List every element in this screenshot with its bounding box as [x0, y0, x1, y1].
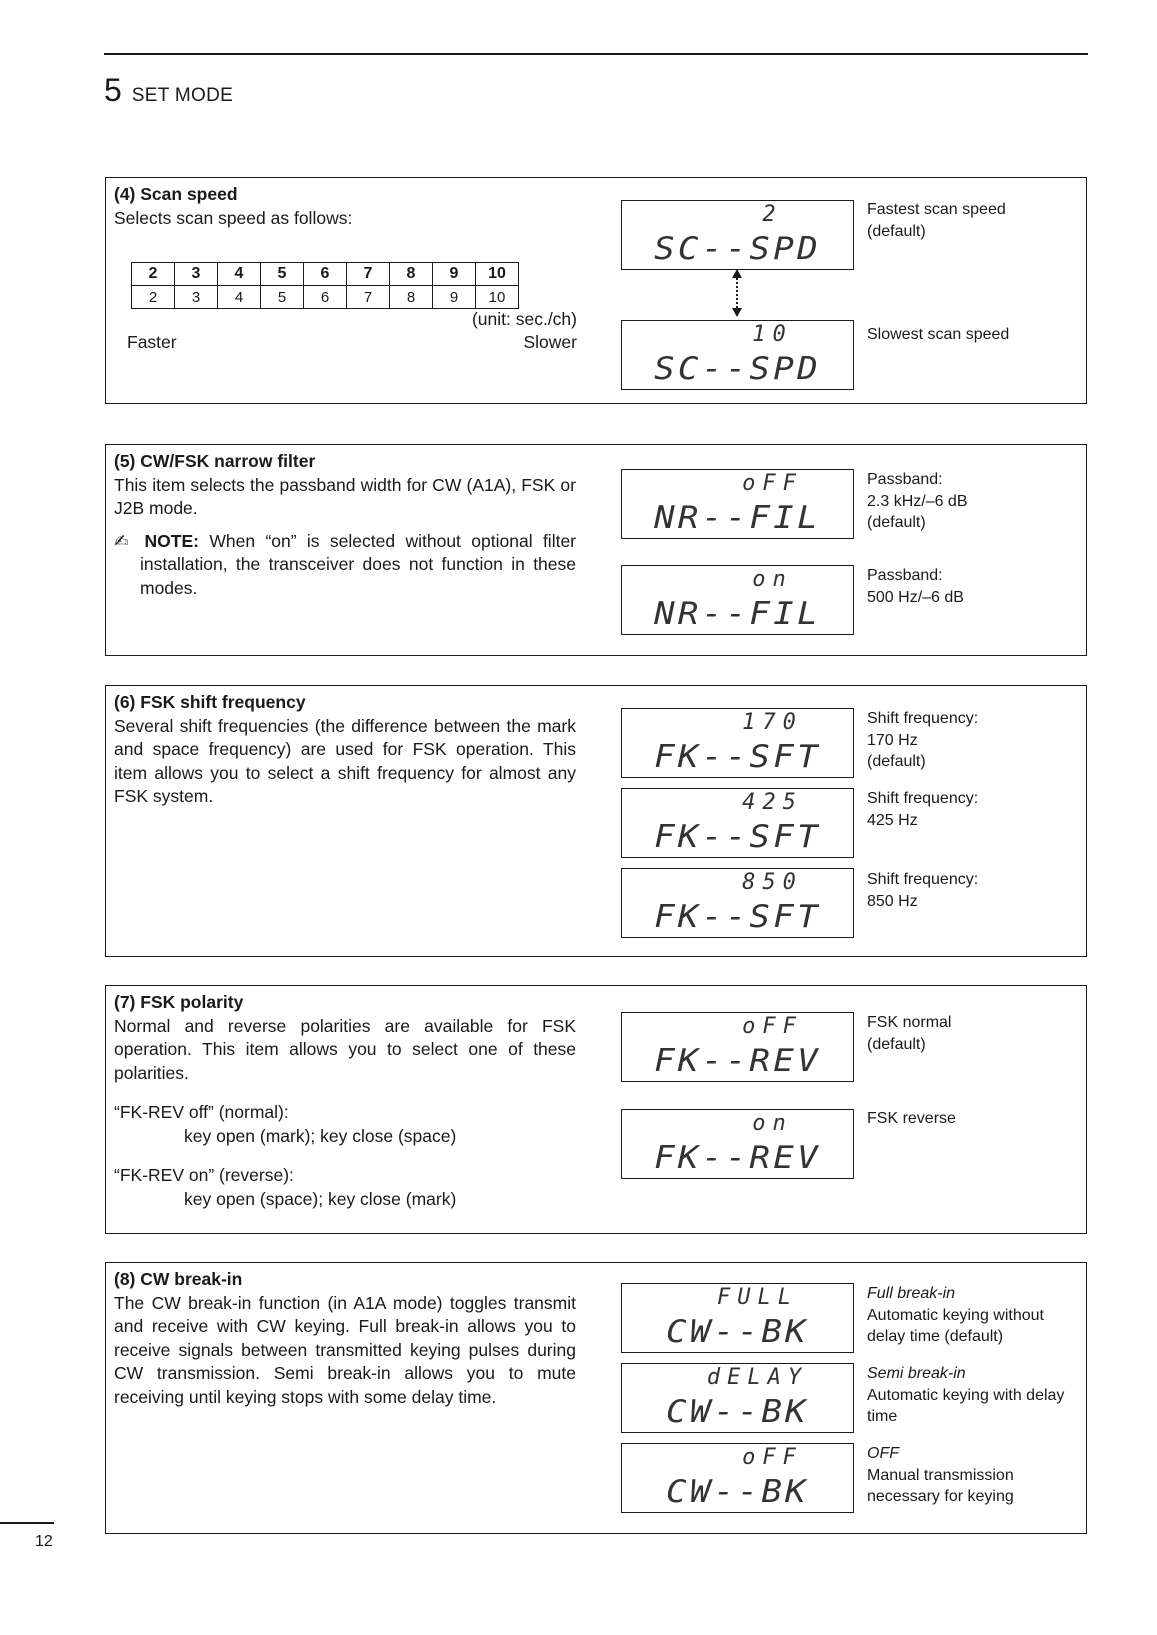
- lcd-item-name: FK--REV: [654, 1043, 821, 1079]
- desc-line: (default): [867, 753, 926, 770]
- table-cell: 10: [476, 286, 519, 309]
- table-cell: 3: [175, 286, 218, 309]
- desc-line: (default): [867, 1035, 926, 1053]
- section-fsk-polarity: [105, 985, 1087, 1234]
- table-header-cell: 8: [390, 263, 433, 286]
- table-header-cell: 7: [347, 263, 390, 286]
- lcd-display: [621, 1363, 854, 1433]
- table-header-row: [132, 263, 519, 286]
- table-header-cell: 3: [175, 263, 218, 286]
- lcd-value: 10: [752, 322, 793, 347]
- section-description: Several shift frequencies (the difference between the mark and space frequency) are used for FSK operation. This item allows you to select a shift frequency for almost any FSK system.: [114, 715, 576, 806]
- section-title: (5) CW/FSK narrow filter: [114, 451, 316, 471]
- lcd-value: 170: [742, 710, 803, 735]
- slower-label: Slower: [523, 332, 577, 352]
- display-description: [867, 469, 1087, 534]
- table-cell: 5: [261, 286, 304, 309]
- desc-line: 500 Hz/–6 dB: [867, 588, 964, 606]
- table-row: [132, 286, 519, 309]
- display-description: [867, 1283, 1087, 1348]
- narrow-filter-text-block: [114, 450, 576, 600]
- desc-line: Passband:: [867, 471, 943, 488]
- section-title: (6) FSK shift frequency: [114, 692, 306, 712]
- desc-line: FSK reverse: [867, 1110, 956, 1127]
- fsk-shift-text-block: [114, 691, 576, 809]
- section-title: (7) FSK polarity: [114, 992, 244, 1012]
- lcd-display: [621, 1283, 854, 1353]
- lcd-value: dELAY: [706, 1365, 809, 1390]
- lcd-value: FULL: [717, 1285, 798, 1310]
- lcd-value: 850: [742, 870, 803, 895]
- lcd-display: [621, 1012, 854, 1082]
- desc-line: Automatic keying with delay: [867, 1386, 1065, 1404]
- lcd-item-name: FK--SFT: [654, 899, 821, 935]
- desc-line: Passband:: [867, 567, 943, 584]
- lcd-value: 2: [762, 202, 783, 227]
- lcd-item-name: SC--SPD: [654, 231, 821, 267]
- display-description: [867, 199, 1087, 242]
- desc-line: 2.3 kHz/–6 dB: [867, 492, 968, 510]
- desc-line: necessary for keying: [867, 1488, 1014, 1505]
- lcd-item-name: CW--BK: [666, 1394, 809, 1430]
- lcd-item-name: SC--SPD: [654, 351, 821, 387]
- desc-line: Shift frequency:: [867, 710, 979, 727]
- breakin-mode-label: Full break-in: [867, 1285, 956, 1302]
- lcd-display: [621, 565, 854, 635]
- desc-line: Slowest scan speed: [867, 326, 1010, 343]
- desc-line: Automatic keying without: [867, 1306, 1044, 1324]
- chapter-title: SET MODE: [131, 85, 234, 106]
- lcd-item-name: FK--SFT: [654, 819, 821, 855]
- desc-line: Manual transmission: [867, 1466, 1014, 1484]
- table-header-cell: 5: [261, 263, 304, 286]
- normal-polarity-label: “FK-REV off” (normal):: [114, 1102, 289, 1122]
- lcd-display: [621, 868, 854, 938]
- display-description: [867, 1363, 1087, 1428]
- lcd-item-name: NR--FIL: [654, 500, 821, 536]
- normal-polarity-detail: key open (mark); key close (space): [184, 1125, 457, 1146]
- lcd-value: on: [752, 1111, 793, 1136]
- section-title: (4) Scan speed: [114, 184, 238, 204]
- cw-breakin-text-block: [114, 1268, 576, 1409]
- lcd-value: oFF: [742, 1445, 803, 1470]
- scan-speed-table: [131, 262, 519, 309]
- table-cell: 4: [218, 286, 261, 309]
- lcd-display: [621, 200, 854, 270]
- desc-line: (default): [867, 514, 926, 531]
- desc-line: (default): [867, 222, 926, 240]
- fsk-polarity-text-block: [114, 991, 576, 1211]
- section-fsk-shift: [105, 685, 1087, 957]
- lcd-display: [621, 1443, 854, 1513]
- page-number: 12: [35, 1533, 53, 1550]
- desc-line: Shift frequency:: [867, 790, 979, 807]
- section-description: The CW break-in function (in A1A mode) toggles transmit and receive with CW keying. Full break-in allows you to receive signals between transmitted keying pulses during CW transmission. Semi break-in allows you to mute receiving until keying stops with some delay time.: [114, 1292, 576, 1407]
- table-header-cell: 10: [476, 263, 519, 286]
- lcd-item-name: FK--REV: [654, 1140, 821, 1176]
- table-cell: 6: [304, 286, 347, 309]
- desc-line: time: [867, 1408, 898, 1425]
- display-description: [867, 1108, 1087, 1130]
- lcd-display: [621, 788, 854, 858]
- reverse-polarity-label: “FK-REV on” (reverse):: [114, 1165, 294, 1185]
- display-description: [867, 1012, 1087, 1055]
- section-narrow-filter: [105, 444, 1087, 656]
- table-header-cell: 2: [132, 263, 175, 286]
- top-rule: [104, 53, 1088, 55]
- table-header-cell: 9: [433, 263, 476, 286]
- lcd-display: [621, 320, 854, 390]
- reverse-polarity-detail: key open (space); key close (mark): [184, 1188, 457, 1209]
- scan-speed-text-block: [114, 183, 576, 230]
- lcd-item-name: FK--SFT: [654, 739, 821, 775]
- desc-line: delay time (default): [867, 1328, 1004, 1345]
- display-description: [867, 708, 1087, 773]
- lcd-display: [621, 1109, 854, 1179]
- breakin-mode-label: OFF: [867, 1445, 899, 1462]
- faster-label: Faster: [127, 332, 177, 352]
- desc-line: 425 Hz: [867, 811, 918, 829]
- desc-line: Fastest scan speed: [867, 201, 1006, 218]
- lcd-item-name: CW--BK: [666, 1474, 809, 1510]
- page-header: [104, 72, 233, 109]
- section-scan-speed: [105, 177, 1087, 404]
- section-description: Normal and reverse polarities are available for FSK operation. This item allows you to select one of these polarities.: [114, 1015, 576, 1083]
- desc-line: FSK normal: [867, 1014, 952, 1031]
- footer-rule: [0, 1522, 54, 1524]
- note: [114, 530, 576, 601]
- unit-label: (unit: sec./ch): [471, 309, 577, 329]
- note-text: When “on” is selected without optional filter installation, the transceiver does not function in these modes.: [140, 530, 576, 598]
- lcd-item-name: NR--FIL: [654, 596, 821, 632]
- note-label: NOTE:: [144, 530, 199, 551]
- display-description: [867, 788, 1087, 831]
- lcd-value: on: [752, 567, 793, 592]
- desc-line: 850 Hz: [867, 892, 918, 910]
- table-cell: 2: [132, 286, 175, 309]
- breakin-mode-label: Semi break-in: [867, 1365, 966, 1382]
- section-title: (8) CW break-in: [114, 1269, 243, 1289]
- desc-line: 170 Hz: [867, 731, 918, 749]
- table-cell: 7: [347, 286, 390, 309]
- section-description: Selects scan speed as follows:: [114, 207, 353, 228]
- table-cell: 9: [433, 286, 476, 309]
- table-header-cell: 4: [218, 263, 261, 286]
- section-cw-breakin: [105, 1262, 1087, 1534]
- lcd-display: [621, 708, 854, 778]
- display-description: [867, 565, 1087, 608]
- note-pencil-icon: ✍: [114, 530, 135, 551]
- lcd-value: oFF: [742, 1014, 803, 1039]
- section-description: This item selects the passband width for CW (A1A), FSK or J2B mode.: [114, 474, 576, 518]
- display-description: [867, 324, 1087, 346]
- lcd-value: oFF: [742, 471, 803, 496]
- display-description: [867, 869, 1087, 912]
- lcd-item-name: CW--BK: [666, 1314, 809, 1350]
- lcd-display: [621, 469, 854, 539]
- lcd-value: 425: [742, 790, 803, 815]
- table-cell: 8: [390, 286, 433, 309]
- desc-line: Shift frequency:: [867, 871, 979, 888]
- chapter-number: 5: [104, 72, 122, 108]
- arrow-down-icon: [732, 308, 742, 317]
- dotted-arrow-line: [736, 274, 738, 312]
- display-description: [867, 1443, 1087, 1508]
- table-header-cell: 6: [304, 263, 347, 286]
